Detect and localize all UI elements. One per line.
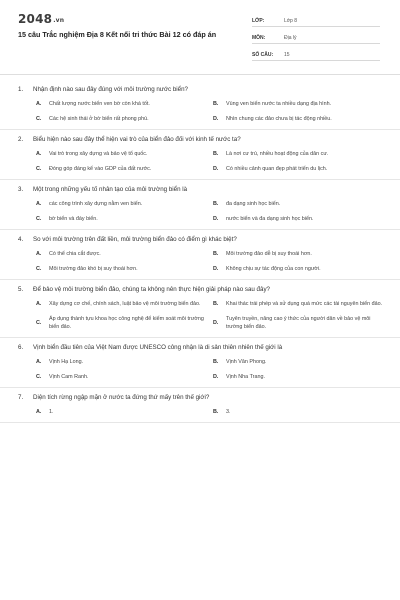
answer-options (0, 200, 400, 223)
question-text: Một trong những yếu tố nhân tạo của môi trường biển là (33, 186, 188, 193)
question-text: So với môi trường trên đất liền, môi trường biển đảo có điểm gì khác biệt? (33, 236, 237, 243)
meta-value: Lớp 8 (284, 18, 298, 24)
answer-letter: A. (36, 251, 42, 257)
question-number: 6. (18, 344, 24, 351)
answer-option[interactable] (213, 215, 386, 223)
question-item (0, 230, 400, 280)
answer-option[interactable] (213, 265, 386, 273)
answer-letter: C. (36, 320, 42, 326)
answer-option[interactable] (213, 408, 386, 416)
answer-letter: B. (213, 101, 219, 107)
answer-options (0, 408, 400, 416)
answer-letter: B. (213, 151, 219, 157)
answer-letter: B. (213, 409, 219, 415)
answer-letter: C. (36, 166, 42, 172)
answer-option[interactable] (213, 250, 386, 258)
question-text: Vịnh biển đầu tiên của Việt Nam được UNESCO công nhận là di sản thiên nhiên thế giới là (33, 344, 283, 351)
question-item (0, 180, 400, 230)
answer-option[interactable] (213, 165, 386, 173)
answer-letter: A. (36, 151, 42, 157)
answer-letter: B. (213, 251, 219, 257)
answer-option[interactable] (36, 215, 209, 223)
answer-text: Tuyên truyền, nâng cao ý thức của người dân về bảo vệ môi trường biển đảo. (226, 316, 371, 330)
answer-text: Vịnh Vân Phong. (226, 359, 267, 365)
question-text: Diện tích rừng ngập mặn ở nước ta đứng thứ mấy trên thế giới? (33, 394, 210, 401)
answer-option[interactable] (36, 358, 209, 366)
answer-text: 3. (226, 409, 231, 415)
answer-text: Vùng ven biển nước ta nhiều dạng địa hình. (226, 101, 332, 107)
meta-label: LỚP: (252, 18, 265, 24)
answer-option[interactable] (36, 165, 209, 173)
question-stem (0, 130, 400, 144)
answer-text: Các hệ sinh thái ở bờ biển rất phong phú. (49, 116, 149, 122)
header-divider (0, 74, 400, 75)
answer-text: bờ biển và đáy biển. (49, 216, 98, 222)
answer-letter: D. (213, 266, 219, 272)
answer-options (0, 250, 400, 273)
question-stem (0, 280, 400, 294)
answer-letter: A. (36, 101, 42, 107)
answer-option[interactable] (36, 250, 209, 258)
answer-text: Có nhiều cảnh quan đẹp phát triển du lịch. (226, 166, 328, 172)
meta-row-count (252, 47, 380, 61)
logo-tld: .vn (53, 17, 65, 24)
answer-letter: C. (36, 216, 42, 222)
answer-option[interactable] (36, 315, 209, 331)
question-text: Nhận định nào sau đây đúng với môi trường nước biển? (33, 86, 188, 93)
meta-row-class (252, 13, 380, 27)
answer-option[interactable] (36, 100, 209, 108)
answer-options (0, 150, 400, 173)
answer-text: Không chịu sự tác động của con người. (226, 266, 321, 272)
answer-option[interactable] (36, 115, 209, 123)
answer-text: Môi trường đảo khó bị suy thoái hơn. (49, 266, 138, 272)
answer-letter: D. (213, 216, 219, 222)
answer-text: Xây dựng cơ chế, chính sách, luật bảo vệ môi trường biển đảo. (49, 301, 201, 307)
site-logo[interactable] (18, 12, 64, 26)
question-item (0, 80, 400, 130)
meta-row-subject (252, 30, 380, 44)
answer-option[interactable] (213, 373, 386, 381)
question-stem (0, 388, 400, 402)
question-list (0, 80, 400, 423)
answer-option[interactable] (213, 115, 386, 123)
answer-letter: B. (213, 359, 219, 365)
meta-value: Địa lý (284, 35, 297, 41)
answer-letter: A. (36, 301, 42, 307)
answer-text: Đóng góp đáng kể vào GDP của đất nước. (49, 166, 152, 172)
question-item (0, 130, 400, 180)
question-number: 5. (18, 286, 24, 293)
meta-info (252, 13, 380, 64)
logo-main: 2048 (18, 12, 53, 26)
question-item (0, 280, 400, 338)
question-number: 1. (18, 86, 24, 93)
question-stem (0, 338, 400, 352)
meta-value: 15 (284, 52, 290, 58)
answer-text: Vai trò trong xây dựng và bảo vệ tổ quốc. (49, 151, 148, 157)
question-stem (0, 230, 400, 244)
answer-letter: D. (213, 320, 219, 326)
answer-options (0, 100, 400, 123)
answer-letter: B. (213, 301, 219, 307)
answer-letter: C. (36, 266, 42, 272)
answer-letter: C. (36, 374, 42, 380)
answer-options (0, 300, 400, 331)
question-number: 2. (18, 136, 24, 143)
answer-option[interactable] (213, 315, 386, 331)
answer-letter: D. (213, 116, 219, 122)
answer-letter: A. (36, 359, 42, 365)
answer-text: Vịnh Hạ Long. (49, 359, 84, 365)
answer-option[interactable] (36, 300, 209, 308)
answer-text: các công trình xây dựng nằm ven biển. (49, 201, 143, 207)
question-number: 7. (18, 394, 24, 401)
answer-letter: A. (36, 201, 42, 207)
question-item (0, 388, 400, 423)
answer-option[interactable] (213, 100, 386, 108)
answer-option[interactable] (36, 200, 209, 208)
answer-text: Nhìn chung các đảo chưa bị tác động nhiều. (226, 116, 332, 122)
answer-option[interactable] (213, 300, 386, 308)
question-stem (0, 80, 400, 94)
answer-letter: A. (36, 409, 42, 415)
question-item (0, 338, 400, 388)
answer-text: Vịnh Cam Ranh. (49, 374, 89, 380)
answer-text: Vịnh Nha Trang. (226, 374, 265, 380)
answer-letter: D. (213, 374, 219, 380)
question-stem (0, 180, 400, 194)
answer-text: Chất lượng nước biển ven bờ còn khá tốt. (49, 101, 150, 107)
answer-options (0, 358, 400, 381)
answer-text: Có thể chia cắt được. (49, 251, 101, 257)
meta-label: MÔN: (252, 35, 266, 41)
answer-option[interactable] (36, 408, 209, 416)
answer-letter: B. (213, 201, 219, 207)
answer-text: Là nơi cư trú, nhiều hoạt động của dân cư. (226, 151, 329, 157)
answer-text: Khai thác trái phép và sử dụng quá mức các tài nguyên biển đảo. (226, 301, 383, 307)
answer-option[interactable] (213, 358, 386, 366)
answer-text: đa dạng sinh học biển. (226, 201, 281, 207)
answer-letter: D. (213, 166, 219, 172)
answer-option[interactable] (36, 373, 209, 381)
page-header (0, 0, 400, 74)
question-number: 4. (18, 236, 24, 243)
answer-option[interactable] (36, 150, 209, 158)
answer-option[interactable] (213, 200, 386, 208)
answer-text: Áp dụng thành tựu khoa học công nghệ để kiểm soát môi trường biển đảo. (49, 316, 204, 330)
answer-letter: C. (36, 116, 42, 122)
page-title: 15 câu Trắc nghiệm Địa 8 Kết nối tri thức Bài 12 có đáp án (18, 30, 217, 39)
question-text: Biểu hiện nào sau đây thể hiện vai trò của biển đảo đối với kinh tế nước ta? (33, 136, 241, 143)
question-text: Để bảo vệ môi trường biển đảo, chúng ta không nên thực hiện giải pháp nào sau đây? (33, 286, 270, 293)
answer-text: Môi trường đảo dễ bị suy thoái hơn. (226, 251, 312, 257)
answer-option[interactable] (36, 265, 209, 273)
answer-text: nước biển và đa dạng sinh học biển. (226, 216, 314, 222)
question-number: 3. (18, 186, 24, 193)
answer-option[interactable] (213, 150, 386, 158)
answer-text: 1. (49, 409, 54, 415)
meta-label: SỐ CÂU: (252, 52, 274, 58)
